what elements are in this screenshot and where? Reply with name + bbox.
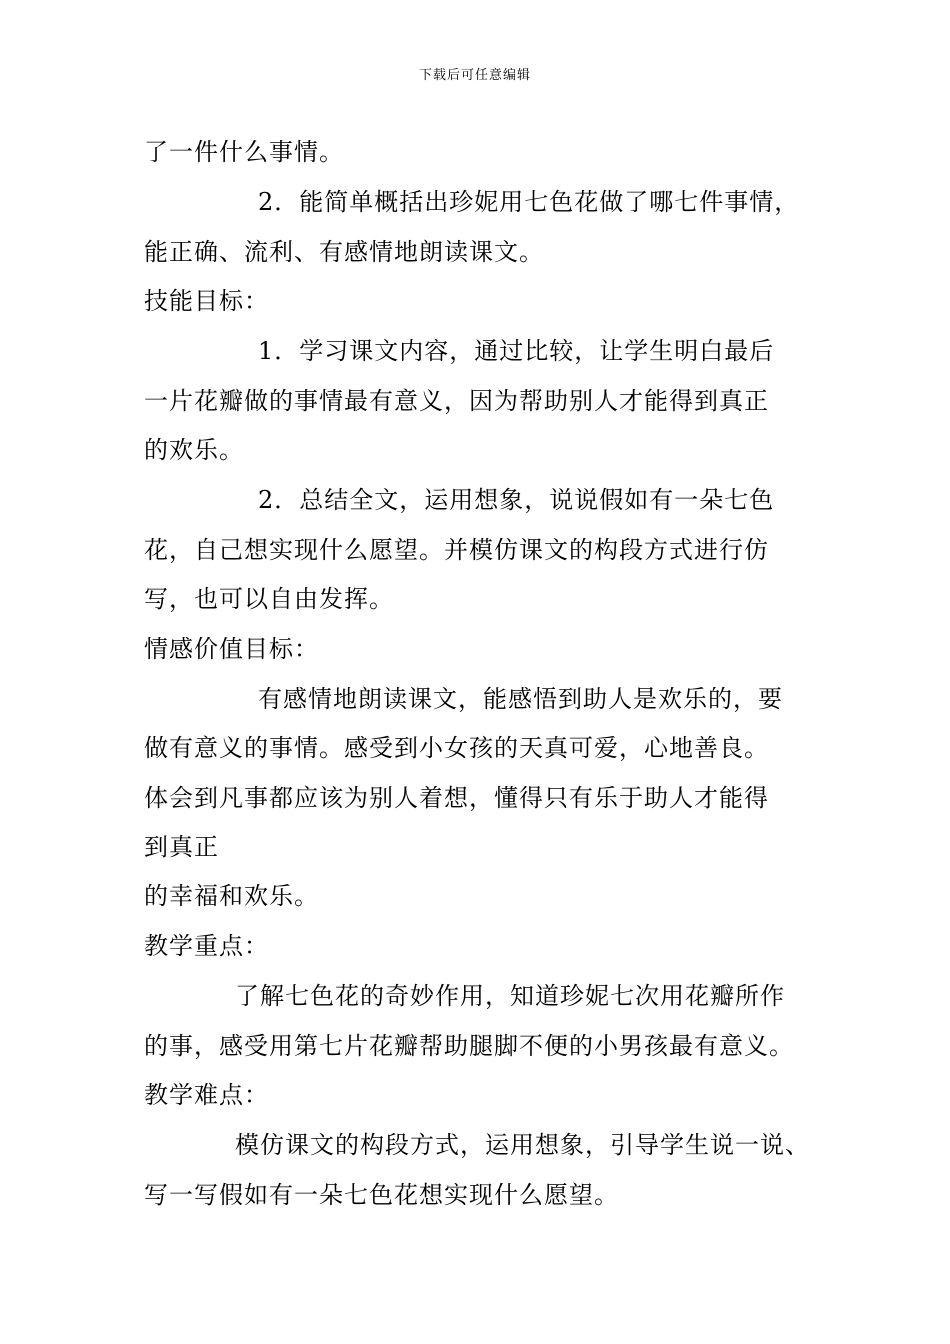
text-line: 了解七色花的奇妙作用，知道珍妮七次用花瓣所作: [235, 982, 785, 1010]
text-line: 模仿课文的构段方式，运用想象，引导学生说一说、: [235, 1131, 810, 1159]
text-line: 的幸福和欢乐。: [144, 882, 319, 910]
text-line: 花，自己想实现什么愿望。并模仿课文的构段方式进行仿: [144, 536, 769, 564]
section-heading: 技能目标：: [144, 287, 269, 315]
section-heading: 教学重点：: [144, 932, 269, 960]
text-line: 的事，感受用第七片花瓣帮助腿脚不便的小男孩最有意义。: [144, 1032, 794, 1060]
page-header: 下载后可任意编辑: [418, 68, 531, 83]
text-line: 的欢乐。: [144, 436, 244, 464]
text-line: 有感情地朗读课文，能感悟到助人是欢乐的，要: [258, 685, 783, 713]
text-line: 一片花瓣做的事情最有意义，因为帮助别人才能得到真正: [144, 387, 769, 415]
text-line: 2．总结全文，运用想象，说说假如有一朵七色: [258, 486, 775, 514]
text-line: 1．学习课文内容，通过比较，让学生明白最后: [258, 337, 775, 365]
text-line: 到真正: [144, 833, 219, 861]
text-line: 2．能简单概括出珍妮用七色花做了哪七件事情，: [258, 188, 800, 216]
text-line: 了一件什么事情。: [144, 138, 344, 166]
text-line: 写，也可以自由发挥。: [144, 585, 394, 613]
text-line: 写一写假如有一朵七色花想实现什么愿望。: [144, 1181, 619, 1209]
text-line: 能正确、流利、有感情地朗读课文。: [144, 238, 544, 266]
section-heading: 教学难点：: [144, 1081, 269, 1109]
text-line: 体会到凡事都应该为别人着想，懂得只有乐于助人才能得: [144, 784, 769, 812]
text-line: 做有意义的事情。感受到小女孩的天真可爱，心地善良。: [144, 734, 769, 762]
section-heading: 情感价值目标：: [144, 635, 319, 663]
